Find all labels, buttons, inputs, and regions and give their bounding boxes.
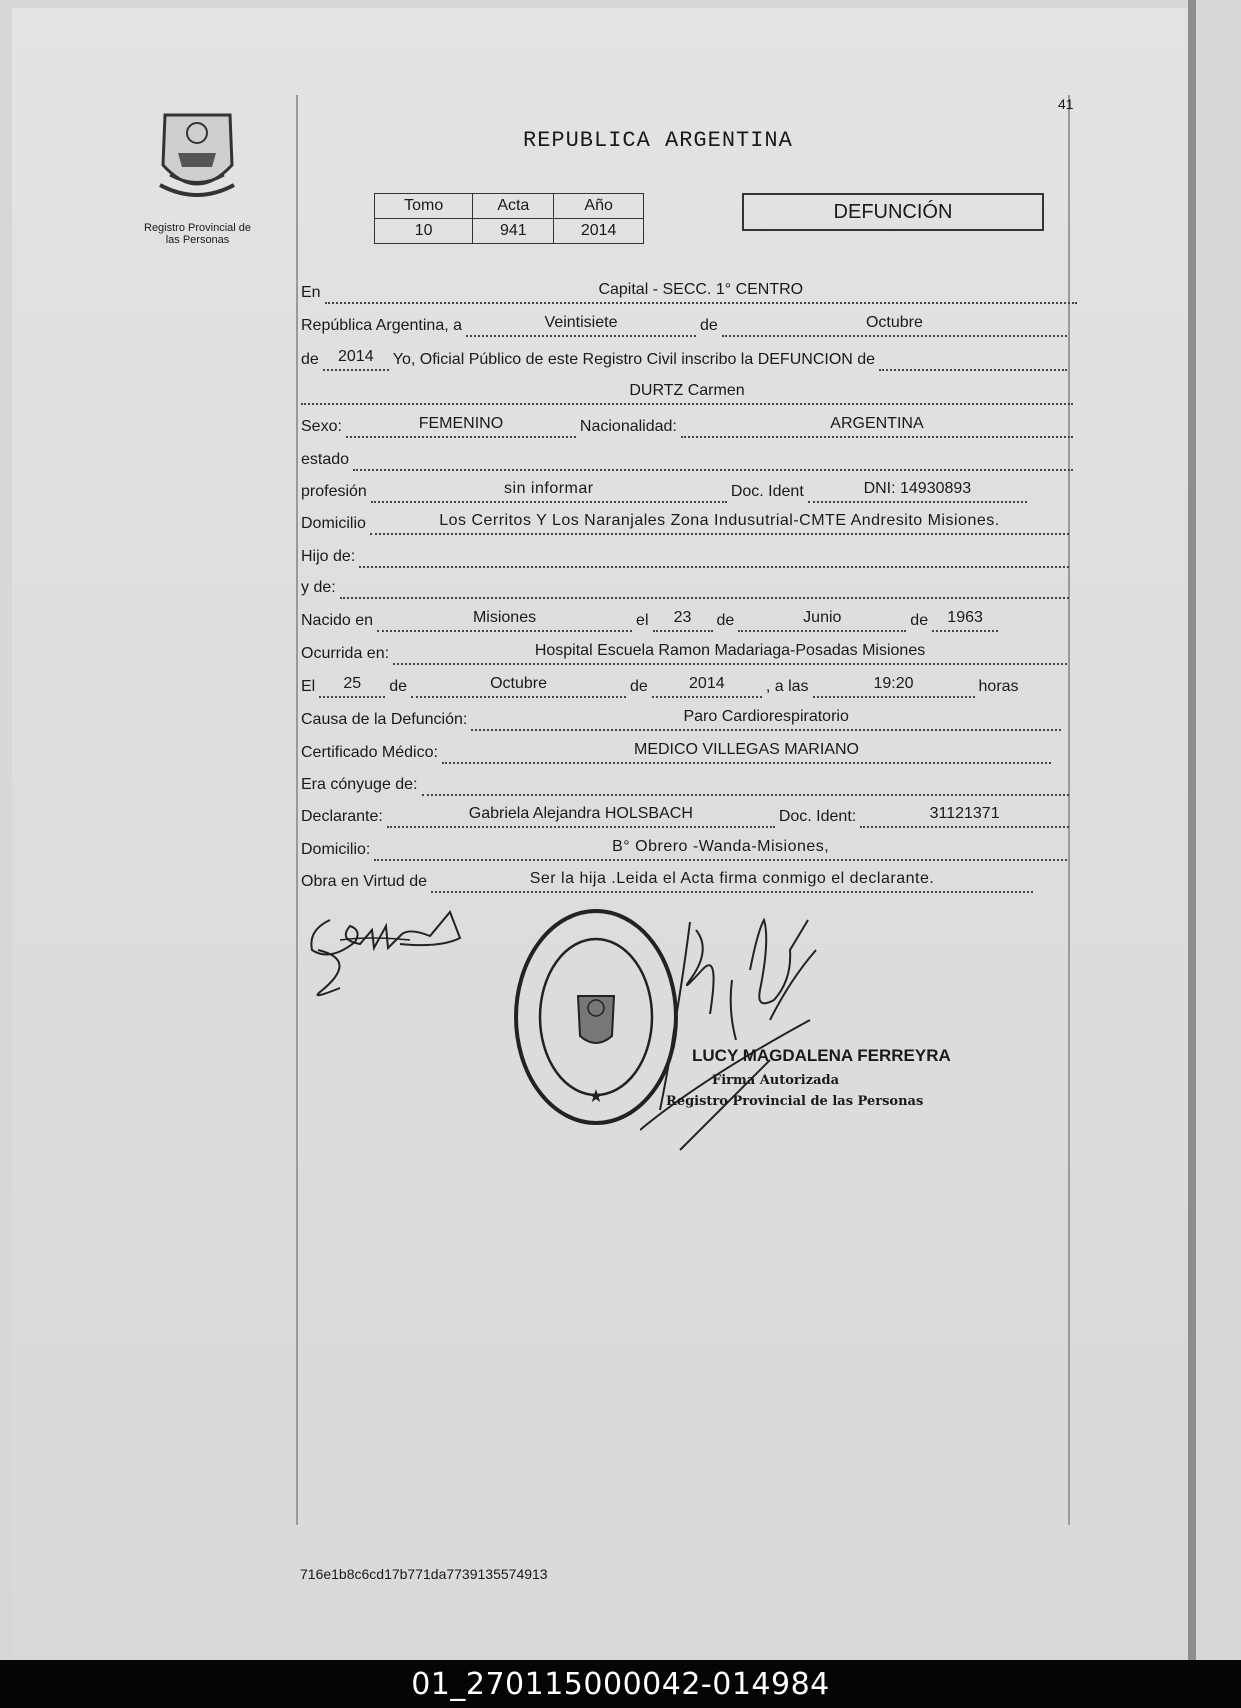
row-estado [301,447,1077,471]
row-causa [301,707,1065,731]
row-ocurrida [301,641,1071,665]
acta-value: 941 [473,219,554,244]
estado-field [353,447,1073,471]
birth-de2-label: de [910,612,929,629]
declarante-label: Declarante: [301,808,383,825]
day-word-field: Veintisiete [466,313,696,337]
row-profesion [301,479,1031,503]
tomo-value: 10 [375,219,473,244]
birth-month-field: Junio [738,608,906,632]
death-de1-label: de [389,678,408,695]
official-signature [640,910,880,1170]
row-nacido [301,608,1061,632]
document-title: REPUBLICA ARGENTINA [523,128,793,153]
page-edge [1188,0,1196,1660]
horas-label: horas [978,678,1019,695]
causa-label: Causa de la Defunción: [301,711,468,728]
oficial-text: Yo, Oficial Público de este Registro Civil inscribo la DEFUNCION de [392,351,876,368]
certificado-label: Certificado Médico: [301,744,438,761]
official-org: Registro Provincial de las Personas [666,1094,924,1109]
month-word-field: Octubre [722,313,1067,337]
row-domicilio [301,511,1073,535]
scan-id: 01_270115000042-014984 [411,1666,830,1702]
en-label: En [301,284,321,301]
profesion-label: profesión [301,483,367,500]
row-name [301,381,1077,405]
row-sexo [301,414,1077,438]
republica-label: República Argentina, a [301,317,462,334]
nacido-field: Misiones [377,608,632,632]
ocurrida-label: Ocurrida en: [301,645,390,662]
row-obra [301,869,1037,893]
row-death-date [301,674,1071,698]
death-de2-label: de [630,678,648,695]
name-field: DURTZ Carmen [301,381,1073,405]
hijo-label: Hijo de: [301,548,356,565]
anio-header: Año [554,194,644,219]
conyuge-label: Era cónyuge de: [301,776,418,793]
registry-label: Registro Provincial de las Personas [144,222,251,246]
left-margin-line [296,95,298,1525]
province-emblem [150,105,245,205]
birth-year-field: 1963 [932,608,998,632]
domicilio-field: Los Cerritos Y Los Naranjales Zona Indusutrial-CMTE Andresito Misiones. [370,511,1069,535]
row-certificado [301,740,1055,764]
alas-label: , a las [765,678,809,695]
domicilio2-field: B° Obrero -Wanda-Misiones, [374,837,1067,861]
birth-de1-label: de [716,612,735,629]
estado-label: estado [301,451,350,468]
row-conyuge [301,772,1073,796]
acta-header: Acta [473,194,554,219]
de-label: de [700,317,718,334]
obra-label: Obra en Virtud de [301,873,428,890]
yde-label: y de: [301,579,336,596]
death-day-field: 25 [319,674,385,698]
obra-field: Ser la hija .Leida el Acta firma conmigo el declarante. [431,869,1033,893]
row-domicilio2 [301,837,1071,861]
nacionalidad-label: Nacionalidad: [579,418,677,435]
document-page [12,8,1193,1656]
ocurrida-field: Hospital Escuela Ramon Madariaga-Posadas Misiones [393,641,1067,665]
official-name: LUCY MAGDALENA FERREYRA [692,1046,951,1065]
declarante-field: Gabriela Alejandra HOLSBACH [387,804,775,828]
oficial-trailing-field [879,347,1067,371]
domicilio2-label: Domicilio: [301,841,371,858]
causa-field: Paro Cardiorespiratorio [471,707,1061,731]
row-yde [301,575,1073,599]
en-field: Capital - SECC. 1° CENTRO [325,280,1077,304]
death-month-field: Octubre [411,674,626,698]
declarant-signature [300,900,480,1010]
year-field: 2014 [323,347,389,371]
domicilio-label: Domicilio [301,515,366,532]
conyuge-field [422,772,1069,796]
row-declarante [301,804,1073,828]
anio-value: 2014 [554,219,644,244]
el2-label: El [301,678,316,695]
row-hijo [301,544,1073,568]
sexo-label: Sexo: [301,418,342,435]
act-type-box [742,193,1044,231]
scan-id-bar [0,1660,1241,1708]
decl-doc-label: Doc. Ident: [778,808,857,825]
yde-field [340,575,1069,599]
el-label: el [636,612,649,629]
sexo-field: FEMENINO [346,414,576,438]
death-year-field: 2014 [652,674,762,698]
birth-day-field: 23 [653,608,713,632]
year-prefix-label: de [301,351,319,368]
doc-field: DNI: 14930893 [808,479,1027,503]
certificado-field: MEDICO VILLEGAS MARIANO [442,740,1051,764]
registry-table [374,193,644,244]
tomo-header: Tomo [375,194,473,219]
svg-text:★: ★ [587,1086,605,1107]
profesion-field: sin informar [371,479,727,503]
official-role: Firma Autorizada [712,1073,840,1088]
document-hash: 716e1b8c6cd17b771da7739135574913 [300,1566,548,1582]
hijo-field [359,544,1069,568]
nacido-label: Nacido en [301,612,374,629]
nacionalidad-field: ARGENTINA [681,414,1073,438]
row-oficial [301,347,1071,371]
decl-doc-field: 31121371 [860,804,1069,828]
act-type: DEFUNCIÓN [833,200,953,223]
death-time-field: 19:20 [813,674,975,698]
page-number: 41 [1058,96,1074,112]
doc-label: Doc. Ident [730,483,804,500]
row-date [301,313,1071,337]
row-en [301,280,1081,304]
